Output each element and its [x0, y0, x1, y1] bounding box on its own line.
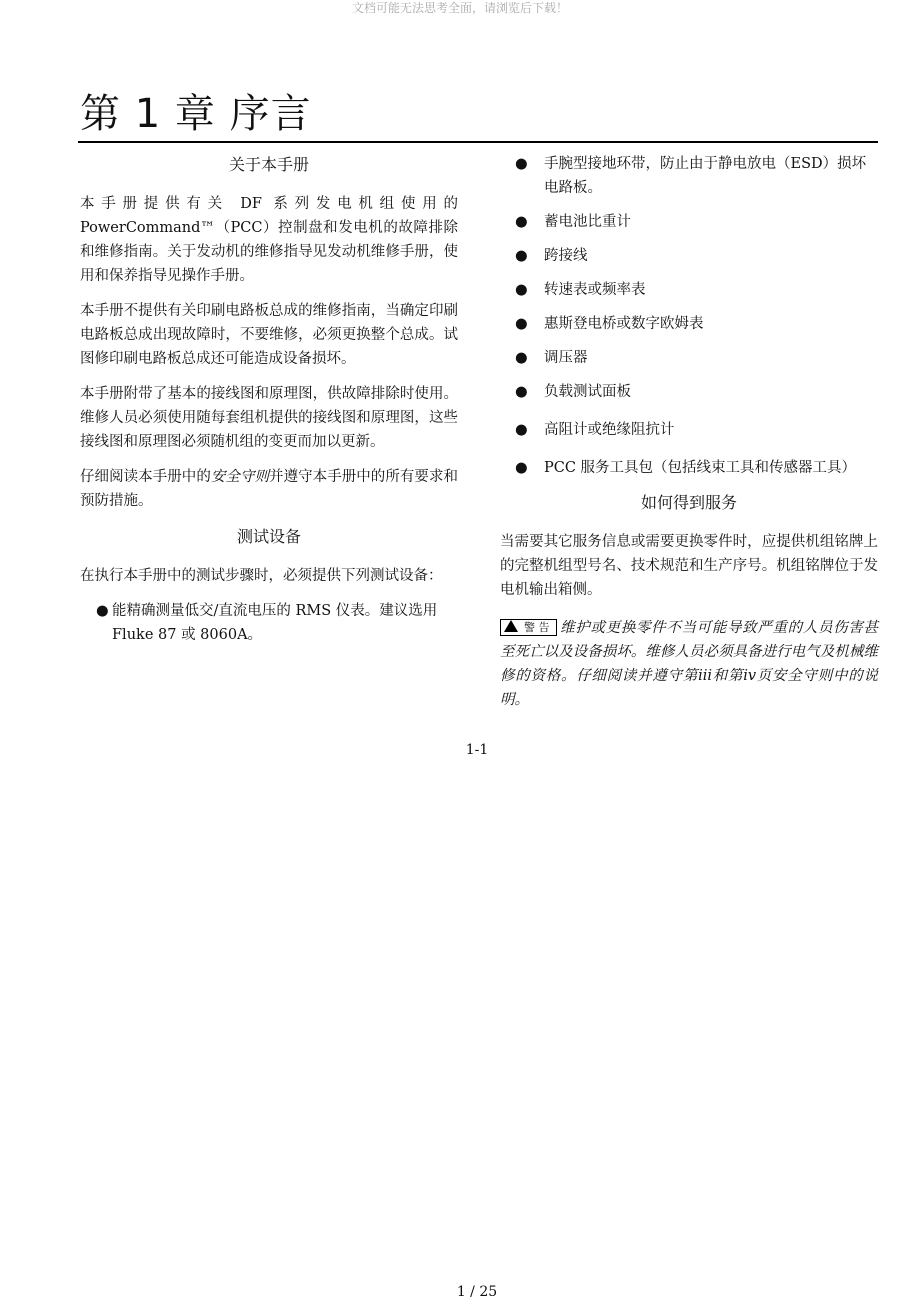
list-item-text: 高阻计或绝缘阻抗计	[544, 422, 675, 438]
section-heading-about: 关于本手册	[228, 155, 309, 174]
bullet-icon: ●	[515, 350, 528, 366]
list-item	[500, 244, 878, 268]
list-item-text: 转速表或频率表	[544, 282, 646, 298]
page-counter: 1 / 25	[456, 1284, 498, 1300]
list-item	[500, 210, 878, 234]
equipment-list	[80, 599, 458, 647]
bullet-icon: ●	[515, 248, 528, 264]
bullet-icon: ●	[515, 156, 528, 172]
list-item-text: 手腕型接地环带，防止由于静电放电（ESD）损坏电路板。	[544, 156, 867, 196]
bullet-icon: ●	[515, 460, 528, 476]
title-rule	[78, 141, 878, 143]
list-item	[80, 599, 458, 647]
section-heading-test-equipment: 测试设备	[236, 527, 301, 546]
list-item-text: PCC 服务工具包（包括线束工具和传感器工具）	[544, 460, 857, 476]
list-item	[500, 380, 878, 404]
list-item	[500, 346, 878, 370]
list-item	[500, 456, 878, 480]
paragraph: 本手册提供有关 DF 系列发电机组使用的 PowerCommand™（PCC）控制盘和发电机的故障排除和维修指南。关于发动机的维修指导见发动机维修手册，使用和保养指导见操作手册。	[80, 196, 458, 284]
chapter-title: 第 1 章 序言	[80, 91, 312, 137]
list-item	[500, 312, 878, 336]
list-item-text: 跨接线	[544, 248, 588, 264]
paragraph: 本手册不提供有关印刷电路板总成的维修指南，当确定印刷电路板总成出现故障时，不要维修，必须更换整个总成。试图修印刷电路板总成还可能造成设备损坏。	[80, 303, 458, 367]
warning-text: 维护或更换零件不当可能导致严重的人员伤害甚至死亡以及设备损坏。维修人员必须具备进行电气及机械维修的资格。仔细阅读并遵守第iii和第iv页安全守则中的说明。	[500, 620, 878, 708]
bullet-icon: ●	[515, 282, 528, 298]
warning-paragraph	[500, 616, 878, 712]
right-column	[500, 152, 878, 723]
paragraph: 当需要其它服务信息或需要更换零件时，应提供机组铭牌上的完整机组型号名、技术规范和生产序号。机组铭牌位于发电机输出箱侧。	[500, 534, 878, 598]
paragraph	[80, 465, 458, 513]
bullet-icon: ●	[515, 214, 528, 230]
left-column	[80, 152, 458, 657]
list-item	[500, 152, 878, 200]
safety-rules-ref: 安全守则	[210, 469, 270, 485]
section-heading-service: 如何得到服务	[640, 493, 737, 512]
paragraph: 在执行本手册中的测试步骤时，必须提供下列测试设备：	[80, 568, 443, 584]
paragraph: 本手册附带了基本的接线图和原理图，供故障排除时使用。维修人员必须使用随每套组机提供的接线图和原理图，这些接线图和原理图必须随机组的变更而加以更新。	[80, 386, 458, 450]
list-item	[500, 278, 878, 302]
page-number: 1-1	[465, 742, 489, 758]
bullet-icon: ●	[515, 422, 528, 438]
equipment-list	[500, 152, 878, 480]
list-item-text: 蓄电池比重计	[544, 214, 631, 230]
warning-badge	[500, 619, 557, 636]
warning-label: 警 告	[524, 621, 550, 634]
warning-triangle-icon	[504, 620, 518, 632]
bullet-icon: ●	[515, 316, 528, 332]
text: 并遵守本手册中的所有要求和预防措施。	[80, 469, 459, 509]
text: 仔细阅读本手册中的	[80, 469, 211, 485]
watermark: 文档可能无法思考全面，请浏览后下载！	[351, 1, 568, 15]
list-item-text: 能精确测量低交/直流电压的 RMS 仪表。建议选用 Fluke 87 或 8060A。	[112, 603, 438, 643]
bullet-icon: ●	[96, 603, 109, 619]
list-item-text: 负载测试面板	[544, 384, 631, 400]
list-item	[500, 418, 878, 442]
bullet-icon: ●	[515, 384, 528, 400]
list-item-text: 调压器	[544, 350, 588, 366]
list-item-text: 惠斯登电桥或数字欧姆表	[544, 316, 704, 332]
